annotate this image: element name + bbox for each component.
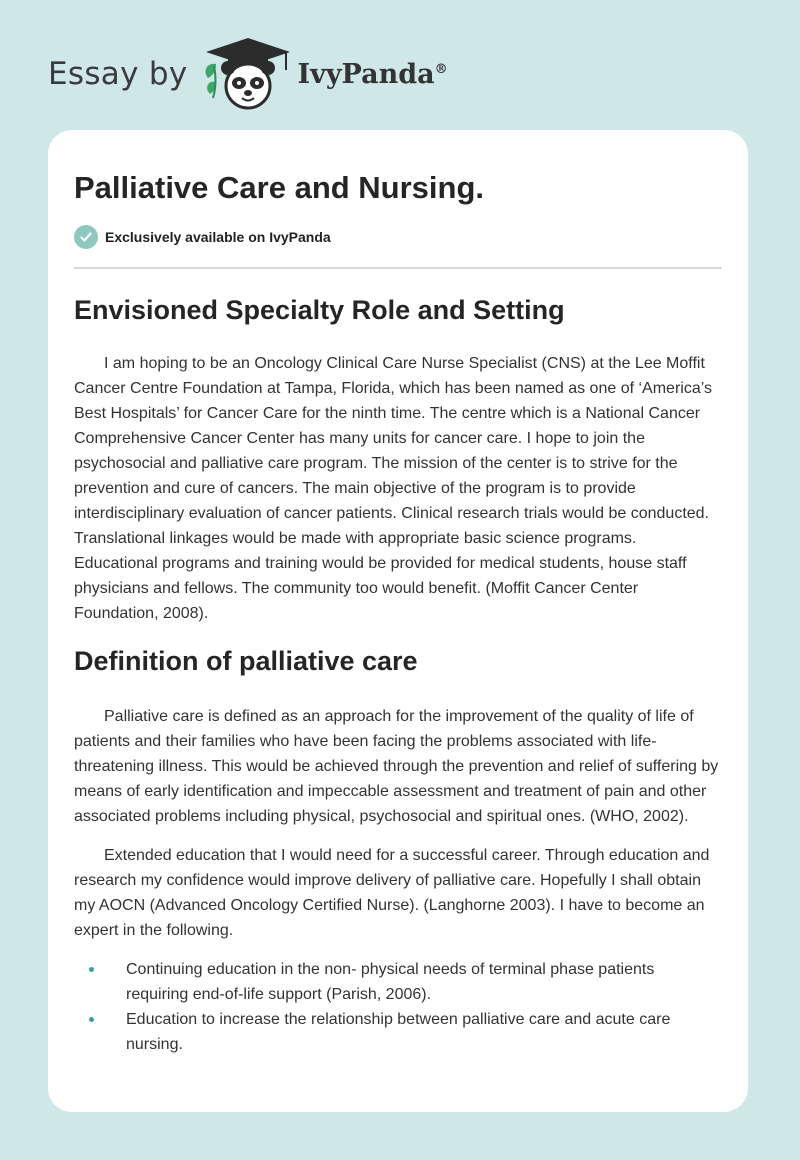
divider (74, 267, 722, 269)
site-header (48, 34, 448, 114)
page-title: Palliative Care and Nursing. (74, 170, 485, 205)
essay-card (48, 130, 748, 1112)
list-item-text: Continuing education in the non- physical needs of terminal phase patients requiring end-of-life support (Parish, 2006). (126, 961, 655, 1003)
paragraph: Palliative care is defined as an approach for the improvement of the quality of life of patients and their families who have been facing the problems associated with life-threatening illness. This would be achieved through the prevention and relief of suffering by means of early identification and impeccable assessment and treatment of pain and other associated problems including physical, psychosocial and spiritual ones. (WHO, 2002). (74, 708, 719, 825)
check-circle-icon (74, 225, 98, 249)
section-heading: Definition of palliative care (74, 646, 418, 676)
essay-by-label: Essay by (48, 56, 188, 92)
brand-name[interactable] (298, 59, 448, 90)
paragraph: Extended education that I would need for a successful career. Through education and research my confidence would improve delivery of palliative care. Hopefully I shall obtain my AOCN (Advanced Oncology Certified Nurse). (Langhorne 2003). I have to become an expert in the following. (74, 847, 710, 939)
badge-label: Exclusively available on IvyPanda (105, 229, 331, 245)
registered-mark: ® (434, 61, 448, 77)
brand-name-text: IvyPanda (297, 58, 435, 90)
bullet-dot-icon (89, 967, 94, 972)
list-item-text: Education to increase the relationship between palliative care and acute care nursing. (126, 1011, 671, 1053)
panda-logo-icon[interactable] (202, 36, 294, 112)
exclusive-badge (74, 224, 722, 250)
bullet-dot-icon (89, 1017, 94, 1022)
list-item (74, 1007, 722, 1057)
section-heading: Envisioned Specialty Role and Setting (74, 295, 565, 325)
paragraph: I am hoping to be an Oncology Clinical Care Nurse Specialist (CNS) at the Lee Moffit Cancer Centre Foundation at Tampa, Florida, which has been named as one of ‘America’s Best Hospitals’ for Cancer Care for the ninth time. The centre which is a National Cancer Comprehensive Cancer Center has many units for cancer care. I hope to join the psychosocial and palliative care program. The mission of the center is to strive for the prevention and cure of cancers. The main objective of the program is to provide interdisciplinary evaluation of cancer patients. Clinical research trials would be conducted. Translational linkages would be made with appropriate basic science programs. Educational programs and training would be provided for medical students, house staff physicians and fellows. The community too would benefit. (Moffit Cancer Center Foundation, 2008). (74, 355, 712, 622)
bullet-list (74, 957, 722, 1057)
list-item (74, 957, 722, 1007)
